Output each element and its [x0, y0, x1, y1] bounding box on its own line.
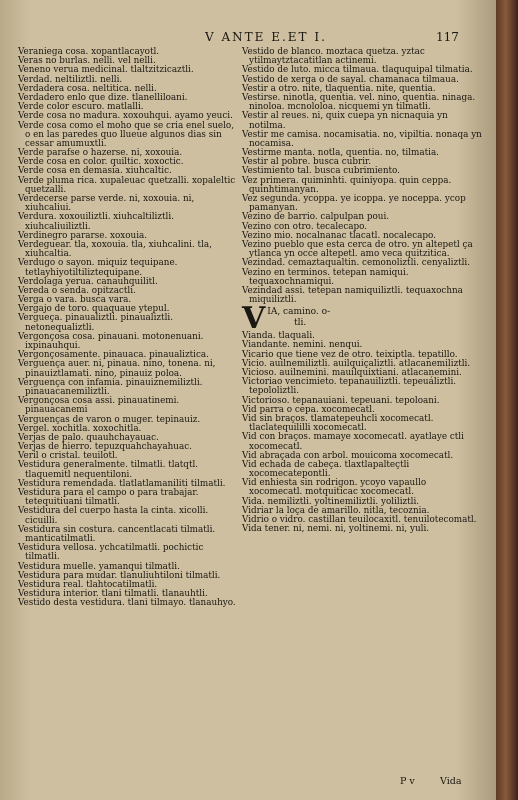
dictionary-entry: Vestidura para mudar. tlanuliuhtiloni tilmatli.	[18, 570, 221, 581]
dictionary-entry: Victoriao vencimieto. tepanauiliztli. tepeuáliztli. tepololiztli.	[242, 377, 457, 397]
dictionary-entry: Verdadera cosa. neltitica. nelli.	[18, 83, 157, 94]
dictionary-entry: Vidrio o vidro. castillan teuilocaxitl. tenuilotecomatl.	[242, 515, 477, 525]
dictionary-entry: Vezindad. cemaztaqualtin. cemonoliztli. cenyaliztli.	[242, 258, 471, 269]
dictionary-entry: Vestir al reues. ni, quix cuepa yn nicnaquia yn notilma.	[242, 111, 448, 131]
dictionary-entry: Verguenças de varon o muger. tepinauiz.	[18, 414, 201, 425]
dictionary-entry: Verjas de hierro. tepuzquahchayahuac.	[18, 442, 192, 453]
dictionary-entry: Vezino pueblo que esta cerca de otro. yn altepetl ça ytlanca yn occe altepetl. amo veca quitzitica.	[242, 239, 473, 260]
dictionary-entry: Verguença auer. ni, pinaua. nino, tonena. ni, pinauiztlamati. nino, pinauiz poloa.	[18, 359, 216, 379]
dictionary-entry: Verdecerse parse verde. ni, xoxouia. ni, xiuhcaliui.	[18, 194, 195, 214]
dictionary-entry: Vestido de blanco. moztaca quetza. yztac ytilmaytztacatitlan actinemi.	[242, 47, 425, 67]
dictionary-entry: Vicio. auilnemiliztli. auilquiçaliztli. atlacanemiliztli.	[242, 358, 471, 369]
dictionary-entry: Veneno verua medicinal. tlaltzitzicaztli.	[18, 65, 194, 76]
left-column	[18, 48, 240, 608]
dictionary-entry: Verde pluma rica. xupaleuac quetzalli. xopaleltic quetzalli.	[18, 175, 236, 195]
dictionary-entry: Vestidura real. tlahtocatilmatli.	[18, 579, 158, 590]
dictionary-entry: Vida. nemiliztli. yoltinemiliztli. yoliliztli.	[242, 496, 420, 507]
dictionary-entry: Veras no burlas. nelli. vel nelli.	[18, 56, 156, 67]
dictionary-entry: Vestido de xerga o de sayal. chamanaca tilmaua.	[242, 74, 459, 85]
dictionary-entry: Vestir a otro. nite, tlaquentia. nite, quentia.	[242, 83, 436, 94]
dictionary-entry: Verde cosa no madura. xoxouhqui. ayamo yeuci.	[18, 111, 233, 122]
dictionary-entry: Vergueça. pinaualiztli. pinaualiztli. netonequaliztli.	[18, 313, 173, 333]
dictionary-entry: Verdad. neltiliztli. nelli.	[18, 74, 123, 85]
dictionary-entry: Verde color escuro. matlalli.	[18, 102, 144, 113]
book-edge	[496, 0, 518, 800]
dictionary-entry: Verdura. xoxouiliztli. xiuhcaltiliztli. xiuhcaliuiliztli.	[18, 212, 174, 232]
dictionary-entry: Viandante. nemini. nenqui.	[242, 340, 363, 351]
dictionary-entry: Vergonçosa cosa. pinauani. motonenuani. ixpinauhqui.	[18, 331, 204, 351]
dictionary-entry: Vid enhiesta sin rodrigon. ycoyo vapaullo xocomecatl. motquiticac xocomecatl.	[242, 478, 427, 498]
dictionary-entry: Vestidura vellosa. ychcatilmatli. pochictic tilmatli.	[18, 543, 204, 563]
dictionary-entry: Vestidura remendada. tlatlatlamaniliti tilmatli.	[18, 478, 226, 489]
dictionary-entry: Vez primera. quiminhti. quiniyopa. quin ceppa. quinhtimanyan.	[242, 175, 452, 195]
dictionary-entry: Verde cosa en demasia. xiuhcaltic.	[18, 166, 172, 177]
folio-number: 117	[436, 30, 459, 44]
dictionary-entry: Vergajo de toro. quaquaue ytepul.	[18, 304, 170, 315]
dictionary-entry: Vid sin braços. tlamatepeuhcli xocomecatl. tlaclatequililli xocomecatl.	[242, 413, 434, 434]
drop-cap-letter: V	[242, 301, 266, 337]
dictionary-entry: Vid con braços. mamaye xocomecatl. ayatlaye ctli xocomecatl.	[242, 432, 464, 452]
section-heading-line-2: tli.	[294, 318, 307, 329]
dictionary-entry: Vid echada de cabeça. tlaxtlapalteçtli xocomecatepontli.	[242, 459, 410, 480]
dictionary-entry: Verdeguear. tla, xoxouia. tla, xiuhcalini. tla, xiuhcaltia.	[18, 239, 212, 260]
dictionary-entry: Vestidura para el campo o para trabajar. tetequitiuani tilmatli.	[18, 488, 199, 508]
right-column-entries-bottom	[242, 332, 482, 534]
dictionary-entry: Vestidura sin costura. cancentlacati tilmatli. manticatilmatli.	[18, 524, 216, 544]
dictionary-entry: Vestidura muelle. yamanqui tilmatli.	[18, 561, 180, 572]
dictionary-entry: Verde parafse o hazerse. ni, xoxouia.	[18, 148, 183, 159]
page-footer	[0, 776, 496, 790]
dictionary-entry: Vestidura del cuerpo hasta la cinta. xicolli. cicuilli.	[18, 506, 209, 526]
right-column-entries-top	[242, 48, 482, 305]
dictionary-entry: Verjas de palo. quauhchayauac.	[18, 432, 159, 443]
signature-mark: P v	[400, 776, 415, 787]
dictionary-entry: Veraniega cosa. xopantlacayotl.	[18, 47, 160, 57]
dictionary-entry: Vezino de barrio. calpulpan poui.	[242, 212, 390, 223]
dictionary-entry: Victorioso. tepanauiani. tepeuani. tepoloani.	[242, 395, 440, 406]
dictionary-entry: Vida tener. ni, nemi. ni, yoltinemi. ni, yuli.	[242, 524, 430, 535]
section-heading-line: IA, camino. o-	[267, 307, 331, 318]
dictionary-entry: Vestimiento tal. busca cubrimiento.	[242, 166, 400, 177]
dictionary-entry: Vezino en terminos. tetepan namiqui. tequaxochnamiqui.	[242, 267, 409, 287]
right-column	[242, 48, 482, 534]
dictionary-entry: Verde cosa como el moho que se cria enel suelo, o en las paredes quo llueue algunos dias sin cessar amumuxtli.	[18, 120, 235, 149]
dictionary-entry: Verdolaga yerua. canauhquilitl.	[18, 276, 158, 287]
dictionary-entry: Vestidura generalmente. tilmatli. tlatqtl. tlaquemitl nequentiloni.	[18, 460, 199, 480]
dictionary-entry: Vezindad assi. tetepan namiquiliztli. tequaxochna miquiliztli.	[242, 285, 463, 306]
dictionary-entry: Vezino con otro. tecalecapo.	[242, 221, 368, 232]
dictionary-entry: Vestidura interior. tlani tilmatli. tlanauhtli.	[18, 589, 208, 600]
dictionary-entry: Verdadero enlo que dize. tlanelliloani.	[18, 92, 188, 103]
dictionary-entry: Vicario que tiene vez de otro. teixiptla. tepatillo.	[242, 349, 458, 360]
dictionary-entry: Verdugo o sayon. miquiz tequipane. tetlayhiyotiltiliztequipane.	[18, 258, 178, 278]
dictionary-entry: Vereda o senda. opitzactli.	[18, 285, 136, 296]
dictionary-entry: Vestirse. ninotla, quentia. vel. nino, quentia. ninaga. ninoloa. mcnololoa. nicquemi yn tilmatli.	[242, 92, 476, 113]
dictionary-entry: Vezino mio. nocalnanac tlacatl. nocalecapo.	[242, 230, 436, 241]
dictionary-entry: Vestirme manta. notla, quentia. no, tilmatia.	[242, 148, 439, 159]
dictionary-entry: Vidriar la loça de amarillo. nitla, tecoznia.	[242, 505, 430, 516]
dictionary-entry: Vestir me camisa. nocamisatia. no, vipiltia. nonaqa yn nocamisa.	[242, 129, 482, 149]
dictionary-entry: Veril o cristal. teuilotl.	[18, 451, 118, 462]
dictionary-entry: Vestido desta vestidura. tlani tilmayo. tlanauhyo.	[18, 598, 236, 609]
dictionary-entry: Vergel. xochitla. xoxochitla.	[18, 423, 142, 434]
dictionary-entry: Vicioso. auilnemini. mauilquixtiani. atlacanemini.	[242, 368, 462, 378]
dictionary-entry: Verdinegro pararse. xoxouia.	[18, 230, 148, 241]
dictionary-entry: Vez segunda. ycoppa. ye icoppa. ye noceppa. ycop pamanyan.	[242, 194, 466, 214]
dictionary-entry: Vestido de luto. micca tilmaua. tlaququipal tilmatia.	[242, 65, 473, 76]
dictionary-entry: Vid abraçada con arbol. mouicoma xocomecatl.	[242, 450, 454, 461]
dictionary-entry: Verguença con infamia. pinauiznemiliztli. pinauacanemiliztli.	[18, 377, 203, 397]
dictionary-entry: Vid parra o cepa. xocomecatl.	[242, 404, 375, 415]
dictionary-entry: Verde cosa en color. quiltic. xoxoctic.	[18, 157, 184, 168]
dictionary-entry: Vergonçosamente. pinauaca. pinaualiztica.	[18, 350, 209, 361]
dictionary-entry: Verga o vara. busca vara.	[18, 295, 132, 306]
dictionary-entry: Vestir al pobre. busca cubrir.	[242, 157, 372, 168]
catchword: Vida	[440, 776, 462, 787]
dictionary-entry: Vianda. tlaquali.	[242, 331, 315, 342]
page-header-title: V ANTE E.ET I.	[205, 30, 327, 44]
dictionary-entry: Vergonçosa cosa assi. pinauatinemi. pinauacanemi	[18, 396, 180, 416]
